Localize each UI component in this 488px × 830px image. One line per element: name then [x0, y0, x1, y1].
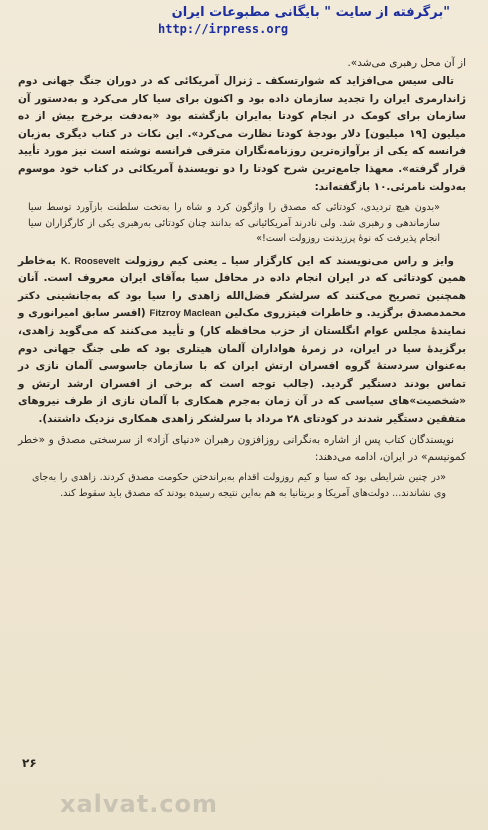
- watermark: xalvat.com: [60, 790, 219, 818]
- paragraph-2-latin-name-2: Fitzroy Maclean: [149, 308, 222, 320]
- paragraph-2-part-a: وایز و راس می‌نویسند که این کارگزار سیا ـ یعنی کیم روزولت: [124, 254, 455, 267]
- quote-1: «بدون هیچ تردیدی، کودتائی که مصدق را واژگون کرد و شاه را به‌تخت سلطنت بازآورد توسط سیا سازماندهی و رهبری شد. ولی نادرند آمریکائیانی که بدانند چنان کودتائی به‌رهبری یکی از کارگزاران سیا انجام پذیرفت که نوهٔ پرزیدنت روزولت است!»: [28, 202, 440, 245]
- paragraph-1: تالی سیس می‌افزاید که شوارتسکف ـ ژنرال آمریکائی که در دوران جنگ جهانی دوم ژاندارمری ایران را تجدید سازمان داده بود و اکنون برای سیا کار می‌کرد و به‌دستور آن سازمان برای کومک در انجام کودتا به‌ایران بازگشته بود «به‌دفت برخرج بیش از ده میلیون [۱۹ میلیون] دلار بودجهٔ کودتا نظارت می‌کرد». این نکات در کتاب دیگری به‌زبان فرانسه که یکی از برآوازه‌ترین روزنامه‌نگاران مترقی فرانسه نوشته است نیز مورد تأیید قرار گرفته». معهذا جامع‌ترین شرح کودتا را دو نویسندهٔ آمریکائی در کتاب خود موسوم به‌دولت نامرئی.۱۰ بازگفته‌اند:: [18, 75, 466, 193]
- paragraph-2-part-c: (افسر سابق امیرانوری و نمایندهٔ مجلس عوام انگلستان از حزب محافظه کار) و تأیید می‌کنند که می‌گوید زاهدی، برگزیدهٔ سیا در ایران، در زمرهٔ هواداران آلمان هیتلری بود که طی جنگ جهانی دوم به‌عنوان سردستهٔ گروه افسران ارتش ایران که با سازمان جاسوسی آلمان نازی در تماس بودند دستگیر گردید. (جالب توجه است که برخی از افسران ارشد ارتش و «شخصیت»های سیاسی که در آن زمان به‌جرم همکاری با آلمان نازی از طرف نیروهای متفقین دستگیر شدند در کودتای ۲۸ مرداد با سرلشکر زاهدی همکاری نزدیک داشتند).: [18, 307, 466, 425]
- paragraph-3: نویسندگان کتاب پس از اشاره به‌نگرانی روزافزون رهبران «دنیای آزاد» از سرسختی مصدق و «خطر کمونیسم» در ایران، ادامه می‌دهند:: [18, 433, 466, 464]
- paragraph-2-part-b: به‌خاطر همین کودتائی که در ایران انجام داده در محافل سیا به‌آقای ایران معروف است. آنان همچنین تصریح می‌کنند که سرلشکر فضل‌الله زاهدی را سیا بود که به‌جانشینی دکتر محمدمصدق برگزید. و خاطرات فیتزروی مک‌لین: [18, 254, 466, 320]
- source-note-url[interactable]: http://irpress.org: [158, 22, 289, 36]
- page-number: ۲۶: [22, 756, 37, 770]
- quote-2: «در چنین شرایطی بود که سیا و کیم روزولت اقدام به‌براندختن حکومت مصدق کردند. زاهدی را به‌جای وی نشاندند... دولت‌های آمریکا و بریتانیا به هم به‌این نتیجه رسیده بودند که مصدق باید سقوط کند.: [32, 471, 446, 499]
- source-note: [150, 4, 450, 38]
- paragraph-2: [18, 253, 466, 429]
- document-body: [18, 56, 466, 506]
- paragraph-2-latin-name-1: K. Roosevelt: [60, 255, 120, 267]
- source-note-title: برگرفته از سایت " بایگانی مطبوعات ایران": [171, 5, 450, 20]
- intro-line: از آن محل رهبری می‌شد».: [347, 57, 466, 69]
